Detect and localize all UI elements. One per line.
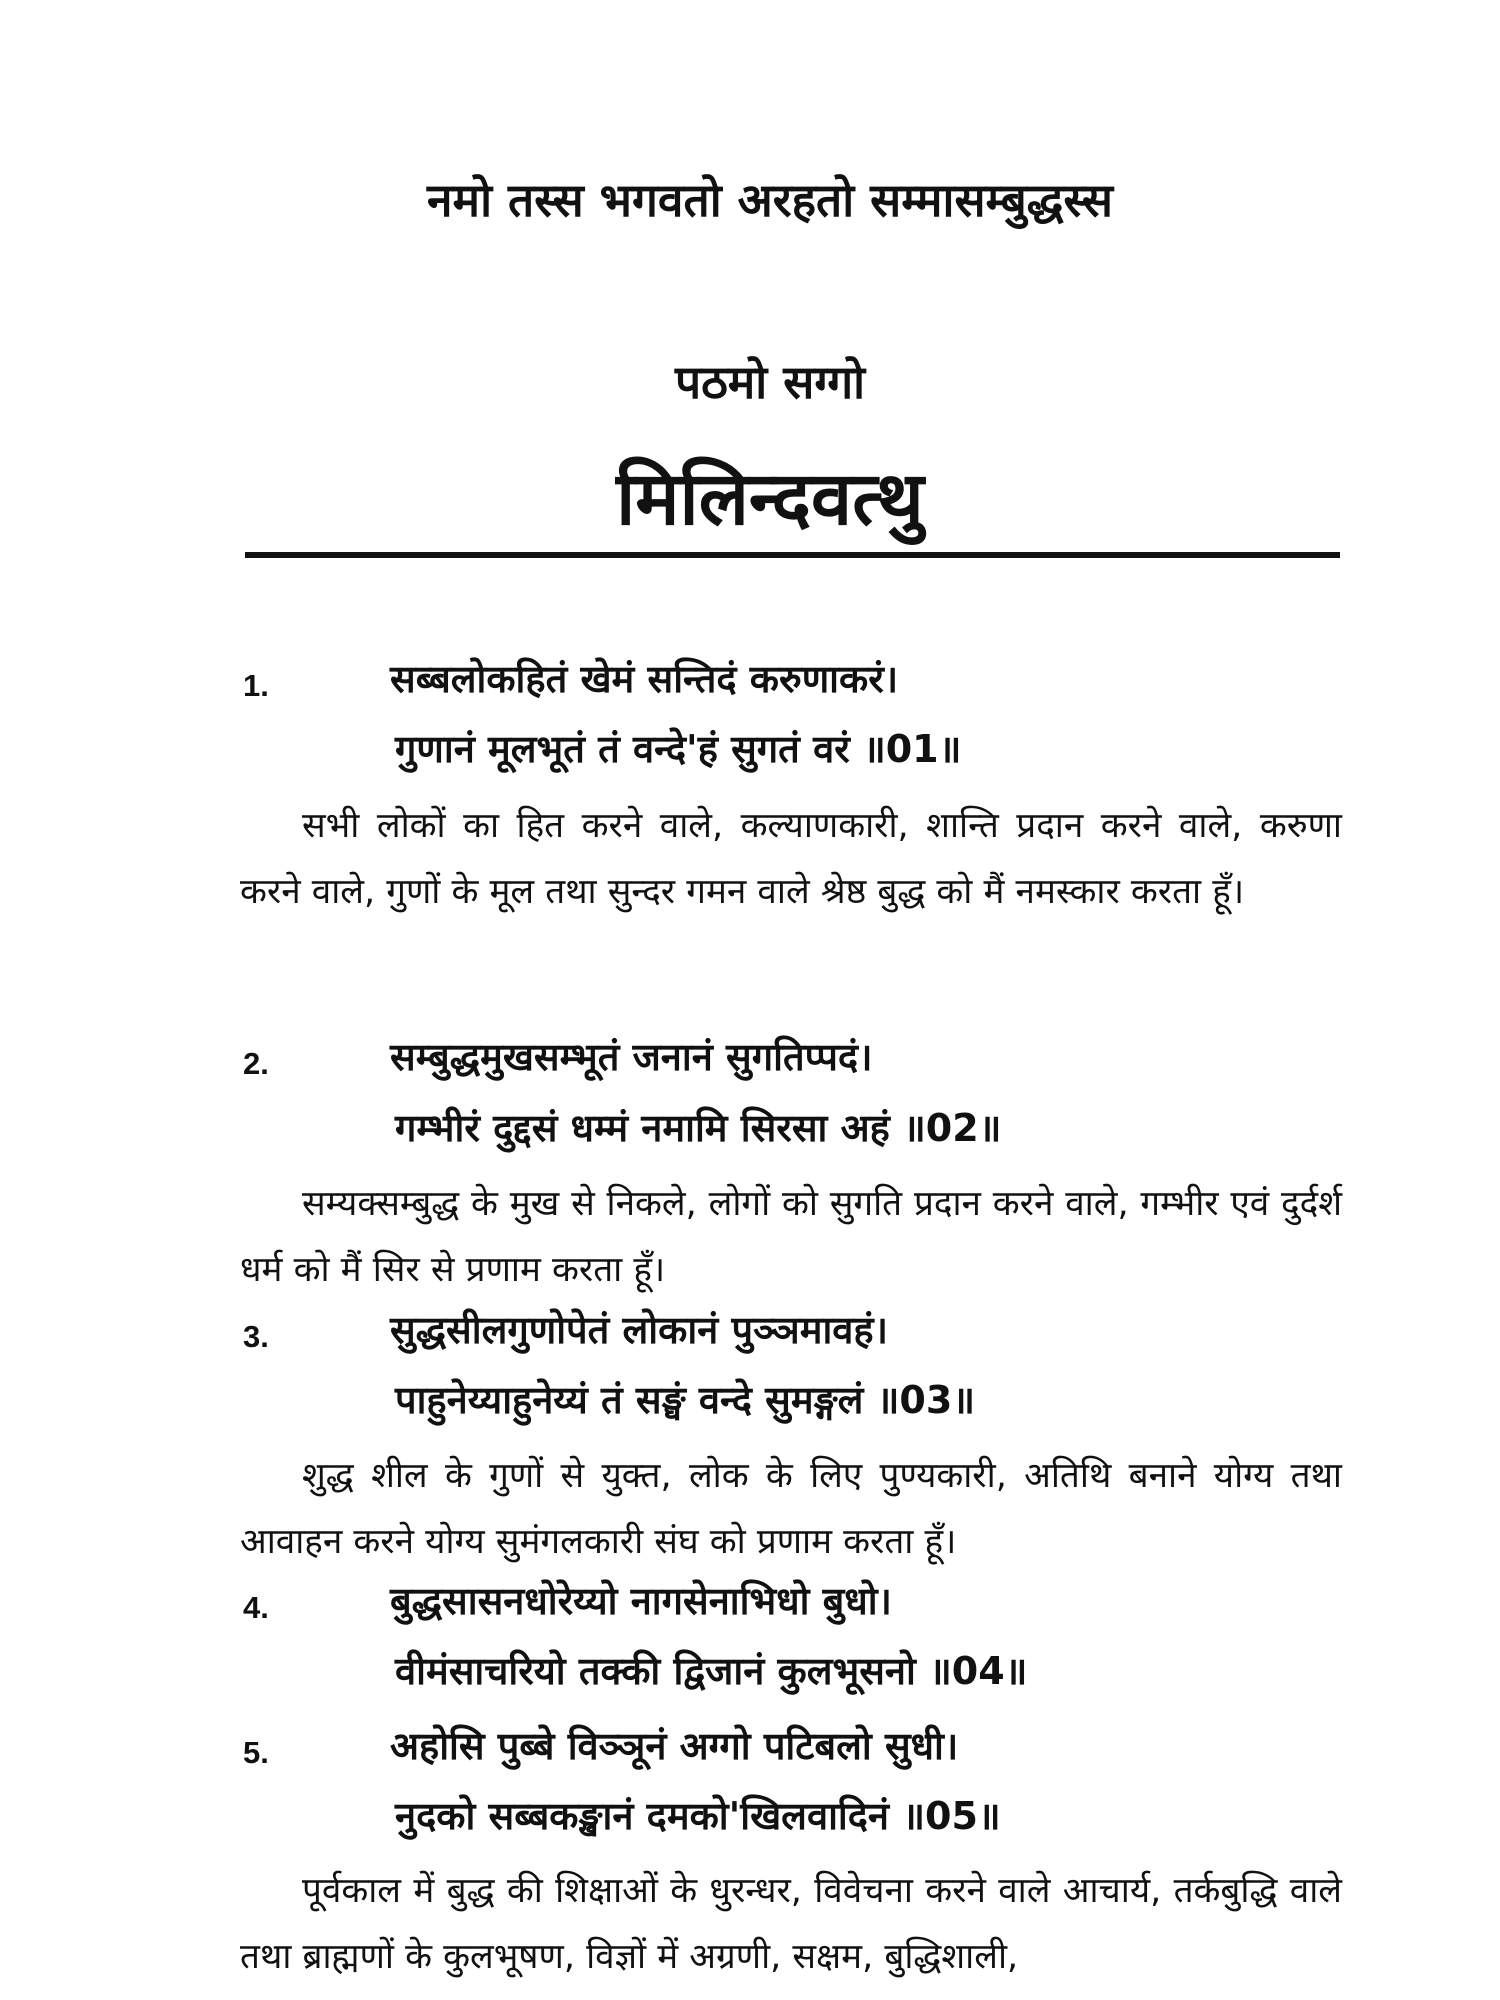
verse-number: 4. [243, 1590, 269, 1625]
verse-number: 3. [243, 1319, 269, 1354]
verse-line-2: गुणानं मूलभूतं तं वन्दे'हं सुगतं वरं ॥01॥ [395, 727, 962, 771]
verse-line-2: वीमंसाचरियो तक्की द्विजानं कुलभूसनो ॥04॥ [395, 1649, 1028, 1693]
verse-line-1: सुद्धसीलगुणोपेतं लोकानं पुञ्ञमावहं। [390, 1308, 889, 1352]
verse-line-1: सम्बुद्धमुखसम्भूतं जनानं सुगतिप्पदं। [390, 1035, 873, 1079]
verse-number: 2. [243, 1046, 269, 1081]
chapter-number: पठमो सग्गो [674, 355, 866, 409]
verse-translation: शुद्ध शील के गुणों से युक्त, लोक के लिए पुण्यकारी, अतिथि बनाने योग्य तथा आवाहन करने योग्य सुमंगलकारी संघ को प्रणाम करता हूँ। [240, 1456, 1342, 1562]
invocation-heading: नमो तस्स भगवतो अरहतो सम्मासम्बुद्धस्स [427, 173, 1113, 227]
verse-line-2: नुदको सब्बकङ्खानं दमको'खिलवादिनं ॥05॥ [395, 1794, 1001, 1838]
verse-translation: सम्यक्सम्बुद्ध के मुख से निकले, लोगों को सुगति प्रदान करने वाले, गम्भीर एवं दुर्दर्श धर्म को मैं सिर से प्रणाम करता हूँ। [240, 1184, 1342, 1290]
verse-translation: सभी लोकों का हित करने वाले, कल्याणकारी, शान्ति प्रदान करने वाले, करुणा करने वाले, गुणों के मूल तथा सुन्दर गमन वाले श्रेष्ठ बुद्ध को मैं नमस्कार करता हूँ। [240, 806, 1342, 912]
verse-line-1: सब्बलोकहितं खेमं सन्तिदं करुणाकरं। [390, 657, 899, 701]
verse-line-2: पाहुनेय्याहुनेय्यं तं सङ्घं वन्दे सुमङ्गलं ॥03॥ [395, 1378, 976, 1422]
title-divider [245, 552, 1340, 558]
verse-translation: पूर्वकाल में बुद्ध की शिक्षाओं के धुरन्धर, विवेचना करने वाले आचार्य, तर्कबुद्धि वाले तथा ब्राह्मणों के कुलभूषण, विज्ञों में अग्रणी, सक्षम, बुद्धिशाली, [240, 1871, 1342, 1977]
verse-line-2: गम्भीरं दुद्दसं धम्मं नमामि सिरसा अहं ॥02॥ [395, 1106, 1002, 1150]
verse-number: 5. [243, 1735, 269, 1770]
verse-number: 1. [243, 668, 269, 703]
verse-line-1: अहोसि पुब्बे विञ्ञूनं अग्गो पटिबलो सुधी। [390, 1724, 959, 1768]
chapter-title: मिलिन्दवत्थु [616, 456, 924, 542]
verse-line-1: बुद्धसासनधोरेय्यो नागसेनाभिधो बुधो। [390, 1579, 892, 1623]
